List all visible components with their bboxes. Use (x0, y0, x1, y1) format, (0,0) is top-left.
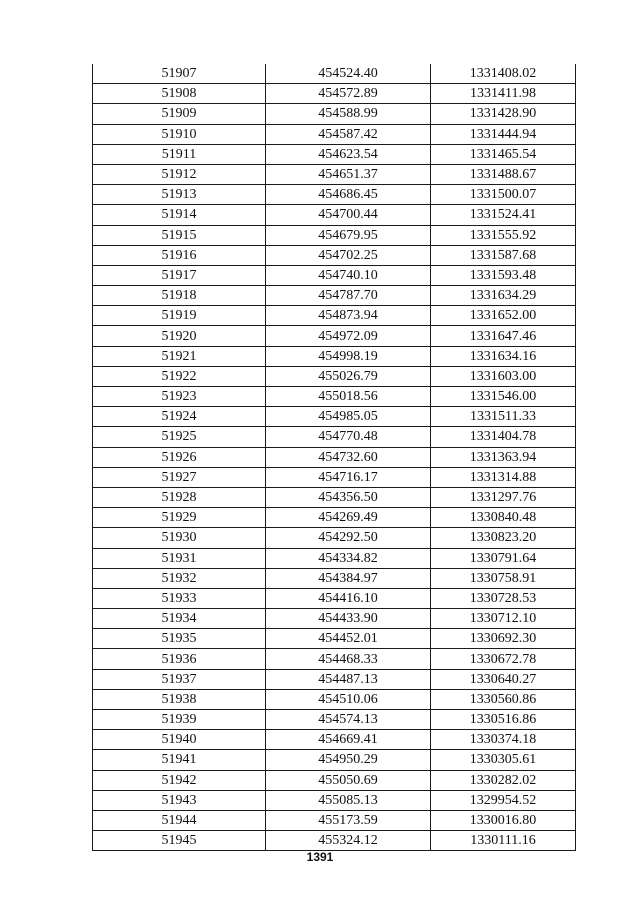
y-coordinate-cell: 1331488.67 (431, 164, 576, 184)
y-coordinate-cell: 1330712.10 (431, 609, 576, 629)
y-coordinate-cell: 1331465.54 (431, 144, 576, 164)
x-coordinate-cell: 454972.09 (266, 326, 431, 346)
table-row (93, 84, 576, 104)
table-row (93, 346, 576, 366)
x-coordinate-cell: 454702.25 (266, 245, 431, 265)
x-coordinate-cell: 454740.10 (266, 265, 431, 285)
y-coordinate-cell: 1330692.30 (431, 629, 576, 649)
y-coordinate-cell: 1331404.78 (431, 427, 576, 447)
x-coordinate-cell: 454269.49 (266, 508, 431, 528)
y-coordinate-cell: 1330791.64 (431, 548, 576, 568)
y-coordinate-cell: 1330758.91 (431, 568, 576, 588)
y-coordinate-cell: 1331634.29 (431, 286, 576, 306)
table-row (93, 144, 576, 164)
table-row (93, 467, 576, 487)
table-row (93, 831, 576, 851)
y-coordinate-cell: 1331546.00 (431, 387, 576, 407)
table-row (93, 689, 576, 709)
table-row (93, 568, 576, 588)
page-number: 1391 (306, 850, 334, 864)
x-coordinate-cell: 454686.45 (266, 185, 431, 205)
coordinate-table-body (93, 64, 576, 851)
table-row (93, 447, 576, 467)
point-id-cell: 51918 (93, 286, 266, 306)
y-coordinate-cell: 1331500.07 (431, 185, 576, 205)
point-id-cell: 51934 (93, 609, 266, 629)
table-row (93, 245, 576, 265)
x-coordinate-cell: 454334.82 (266, 548, 431, 568)
point-id-cell: 51910 (93, 124, 266, 144)
point-id-cell: 51945 (93, 831, 266, 851)
table-row (93, 164, 576, 184)
point-id-cell: 51941 (93, 750, 266, 770)
x-coordinate-cell: 454998.19 (266, 346, 431, 366)
point-id-cell: 51923 (93, 387, 266, 407)
y-coordinate-cell: 1330840.48 (431, 508, 576, 528)
table-row (93, 225, 576, 245)
table-row (93, 669, 576, 689)
y-coordinate-cell: 1331652.00 (431, 306, 576, 326)
table-row (93, 185, 576, 205)
table-row (93, 770, 576, 790)
point-id-cell: 51925 (93, 427, 266, 447)
x-coordinate-cell: 454356.50 (266, 487, 431, 507)
y-coordinate-cell: 1330516.86 (431, 710, 576, 730)
x-coordinate-cell: 454524.40 (266, 64, 431, 84)
table-row (93, 588, 576, 608)
point-id-cell: 51914 (93, 205, 266, 225)
point-id-cell: 51936 (93, 649, 266, 669)
y-coordinate-cell: 1331603.00 (431, 366, 576, 386)
y-coordinate-cell: 1330560.86 (431, 689, 576, 709)
x-coordinate-cell: 454873.94 (266, 306, 431, 326)
y-coordinate-cell: 1331587.68 (431, 245, 576, 265)
y-coordinate-cell: 1330823.20 (431, 528, 576, 548)
point-id-cell: 51909 (93, 104, 266, 124)
y-coordinate-cell: 1331634.16 (431, 346, 576, 366)
table-row (93, 124, 576, 144)
table-row (93, 64, 576, 84)
x-coordinate-cell: 454669.41 (266, 730, 431, 750)
point-id-cell: 51917 (93, 265, 266, 285)
point-id-cell: 51922 (93, 366, 266, 386)
x-coordinate-cell: 454732.60 (266, 447, 431, 467)
point-id-cell: 51944 (93, 810, 266, 830)
table-row (93, 326, 576, 346)
table-row (93, 528, 576, 548)
x-coordinate-cell: 454985.05 (266, 407, 431, 427)
y-coordinate-cell: 1330728.53 (431, 588, 576, 608)
point-id-cell: 51908 (93, 84, 266, 104)
y-coordinate-cell: 1330016.80 (431, 810, 576, 830)
table-row (93, 609, 576, 629)
table-row (93, 286, 576, 306)
table-row (93, 487, 576, 507)
x-coordinate-cell: 454787.70 (266, 286, 431, 306)
x-coordinate-cell: 454950.29 (266, 750, 431, 770)
point-id-cell: 51911 (93, 144, 266, 164)
x-coordinate-cell: 454588.99 (266, 104, 431, 124)
table-row (93, 649, 576, 669)
table-row (93, 407, 576, 427)
point-id-cell: 51938 (93, 689, 266, 709)
y-coordinate-cell: 1330672.78 (431, 649, 576, 669)
coordinate-table (92, 64, 576, 851)
table-row (93, 508, 576, 528)
y-coordinate-cell: 1330305.61 (431, 750, 576, 770)
point-id-cell: 51942 (93, 770, 266, 790)
table-row (93, 629, 576, 649)
point-id-cell: 51912 (93, 164, 266, 184)
point-id-cell: 51907 (93, 64, 266, 84)
x-coordinate-cell: 454433.90 (266, 609, 431, 629)
y-coordinate-cell: 1331647.46 (431, 326, 576, 346)
x-coordinate-cell: 454623.54 (266, 144, 431, 164)
point-id-cell: 51930 (93, 528, 266, 548)
x-coordinate-cell: 455173.59 (266, 810, 431, 830)
table-row (93, 710, 576, 730)
y-coordinate-cell: 1331408.02 (431, 64, 576, 84)
x-coordinate-cell: 454416.10 (266, 588, 431, 608)
table-row (93, 387, 576, 407)
point-id-cell: 51939 (93, 710, 266, 730)
table-row (93, 104, 576, 124)
x-coordinate-cell: 454574.13 (266, 710, 431, 730)
x-coordinate-cell: 454572.89 (266, 84, 431, 104)
table-row (93, 306, 576, 326)
x-coordinate-cell: 454587.42 (266, 124, 431, 144)
y-coordinate-cell: 1331363.94 (431, 447, 576, 467)
x-coordinate-cell: 454510.06 (266, 689, 431, 709)
y-coordinate-cell: 1331444.94 (431, 124, 576, 144)
y-coordinate-cell: 1331411.98 (431, 84, 576, 104)
x-coordinate-cell: 454679.95 (266, 225, 431, 245)
x-coordinate-cell: 455026.79 (266, 366, 431, 386)
point-id-cell: 51926 (93, 447, 266, 467)
point-id-cell: 51931 (93, 548, 266, 568)
y-coordinate-cell: 1330640.27 (431, 669, 576, 689)
point-id-cell: 51940 (93, 730, 266, 750)
table-row (93, 427, 576, 447)
x-coordinate-cell: 455324.12 (266, 831, 431, 851)
x-coordinate-cell: 454384.97 (266, 568, 431, 588)
point-id-cell: 51935 (93, 629, 266, 649)
x-coordinate-cell: 454716.17 (266, 467, 431, 487)
point-id-cell: 51928 (93, 487, 266, 507)
table-row (93, 730, 576, 750)
x-coordinate-cell: 454651.37 (266, 164, 431, 184)
x-coordinate-cell: 455050.69 (266, 770, 431, 790)
x-coordinate-cell: 455085.13 (266, 790, 431, 810)
y-coordinate-cell: 1331297.76 (431, 487, 576, 507)
point-id-cell: 51916 (93, 245, 266, 265)
table-row (93, 750, 576, 770)
point-id-cell: 51937 (93, 669, 266, 689)
y-coordinate-cell: 1330282.02 (431, 770, 576, 790)
table-row (93, 205, 576, 225)
point-id-cell: 51921 (93, 346, 266, 366)
point-id-cell: 51943 (93, 790, 266, 810)
y-coordinate-cell: 1331428.90 (431, 104, 576, 124)
table-row (93, 810, 576, 830)
y-coordinate-cell: 1331511.33 (431, 407, 576, 427)
point-id-cell: 51933 (93, 588, 266, 608)
y-coordinate-cell: 1329954.52 (431, 790, 576, 810)
x-coordinate-cell: 454700.44 (266, 205, 431, 225)
y-coordinate-cell: 1331524.41 (431, 205, 576, 225)
table-row (93, 366, 576, 386)
point-id-cell: 51929 (93, 508, 266, 528)
y-coordinate-cell: 1331555.92 (431, 225, 576, 245)
x-coordinate-cell: 454770.48 (266, 427, 431, 447)
y-coordinate-cell: 1331314.88 (431, 467, 576, 487)
y-coordinate-cell: 1330374.18 (431, 730, 576, 750)
x-coordinate-cell: 454468.33 (266, 649, 431, 669)
coordinate-table-container (92, 64, 575, 851)
point-id-cell: 51927 (93, 467, 266, 487)
table-row (93, 790, 576, 810)
table-row (93, 265, 576, 285)
y-coordinate-cell: 1330111.16 (431, 831, 576, 851)
point-id-cell: 51919 (93, 306, 266, 326)
point-id-cell: 51932 (93, 568, 266, 588)
point-id-cell: 51924 (93, 407, 266, 427)
x-coordinate-cell: 455018.56 (266, 387, 431, 407)
table-row (93, 548, 576, 568)
x-coordinate-cell: 454452.01 (266, 629, 431, 649)
x-coordinate-cell: 454487.13 (266, 669, 431, 689)
y-coordinate-cell: 1331593.48 (431, 265, 576, 285)
x-coordinate-cell: 454292.50 (266, 528, 431, 548)
point-id-cell: 51920 (93, 326, 266, 346)
point-id-cell: 51915 (93, 225, 266, 245)
point-id-cell: 51913 (93, 185, 266, 205)
